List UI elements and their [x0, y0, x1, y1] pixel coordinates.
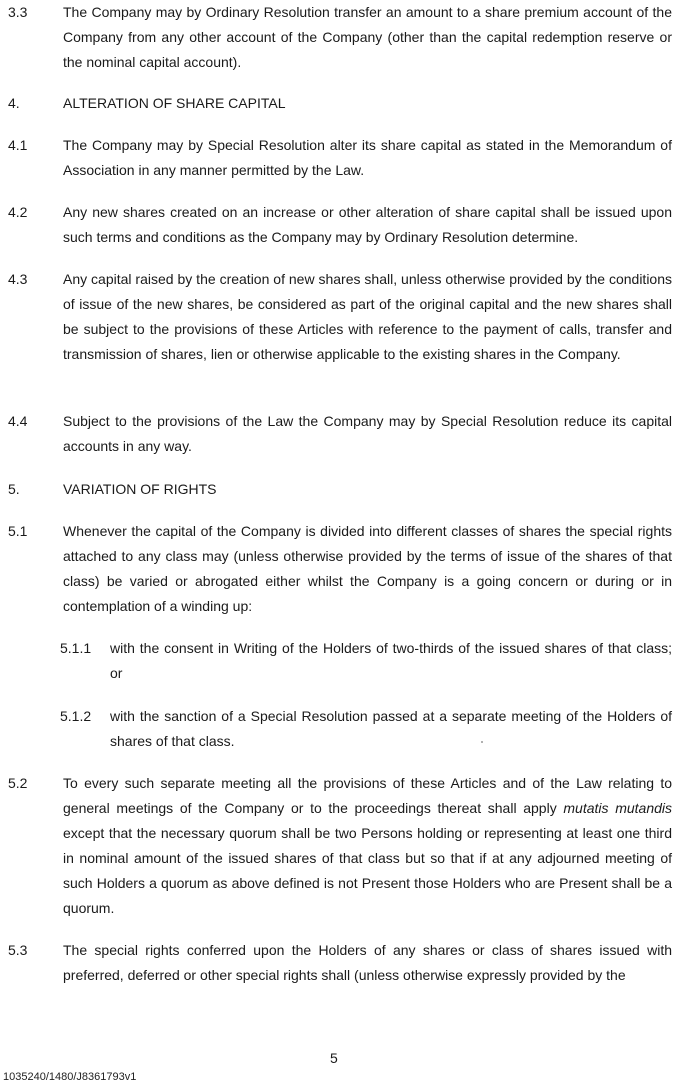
clause-number: 5.3 [8, 942, 28, 958]
clause-text: The special rights conferred upon the Holders of any shares or class of shares issued with preferred, deferred or other special rights shall (unless otherwise expressly provided by the [63, 942, 672, 983]
clause-number: 3.3 [8, 4, 28, 20]
clause-text: Whenever the capital of the Company is divided into different classes of shares the special rights attached to any class may (unless otherwise provided by the terms of issue of the shares of that class) be varied or abrogated either whilst the Company is a going concern or during or in contemplation of a winding up: [63, 523, 672, 614]
clause-number: 5.1.2 [60, 708, 92, 724]
clause-number: 4.1 [8, 137, 28, 153]
section-title: VARIATION OF RIGHTS [63, 481, 217, 497]
clause-number: 5.1 [8, 523, 28, 539]
clause-text: with the consent in Writing of the Holders of two-thirds of the issued shares of that class; or [110, 640, 672, 681]
latin-phrase: mutatis mutandis [563, 800, 672, 816]
clause-text: The Company may by Ordinary Resolution transfer an amount to a share premium account of the Company from any other account of the Company (other than the capital redemption reserve or the nominal capital account). [63, 4, 672, 70]
clause-text-part: To every such separate meeting all the provisions of these Articles and of the Law relating to general meetings of the Company or to the proceedings thereat shall apply [63, 775, 672, 816]
clause-text: with the sanction of a Special Resolution passed at a separate meeting of the Holders of shares of that class. [110, 708, 672, 749]
page-number: 5 [330, 1050, 338, 1066]
clause-number: 5.1.1 [60, 640, 92, 656]
clause-number: 4.2 [8, 204, 28, 220]
clause-number: 4.3 [8, 271, 28, 287]
document-reference: 1035240/1480/J8361793v1 [3, 1071, 137, 1083]
section-title: ALTERATION OF SHARE CAPITAL [63, 95, 286, 111]
scan-speck [481, 741, 483, 743]
clause-text [63, 771, 672, 921]
section-number: 4. [8, 95, 20, 111]
clause-text: Subject to the provisions of the Law the Company may by Special Resolution reduce its capital accounts in any way. [63, 413, 672, 454]
clause-text: The Company may by Special Resolution alter its share capital as stated in the Memorandum of Association in any manner permitted by the Law. [63, 137, 672, 178]
clause-text: Any new shares created on an increase or other alteration of share capital shall be issued upon such terms and conditions as the Company may by Ordinary Resolution determine. [63, 204, 672, 245]
section-number: 5. [8, 481, 20, 497]
clause-text: Any capital raised by the creation of new shares shall, unless otherwise provided by the conditions of issue of the new shares, be considered as part of the original capital and the new shares shall be subject to the provisions of these Articles with reference to the payment of calls, transfer and transmission of shares, lien or otherwise applicable to the existing shares in the Company. [63, 271, 672, 362]
clause-text-part: except that the necessary quorum shall be two Persons holding or representing at least one third in nominal amount of the issued shares of that class but so that if at any adjourned meeting of such Holders a quorum as above defined is not Present those Holders who are Present shall be a quorum. [63, 825, 672, 916]
clause-number: 4.4 [8, 413, 28, 429]
clause-number: 5.2 [8, 775, 28, 791]
